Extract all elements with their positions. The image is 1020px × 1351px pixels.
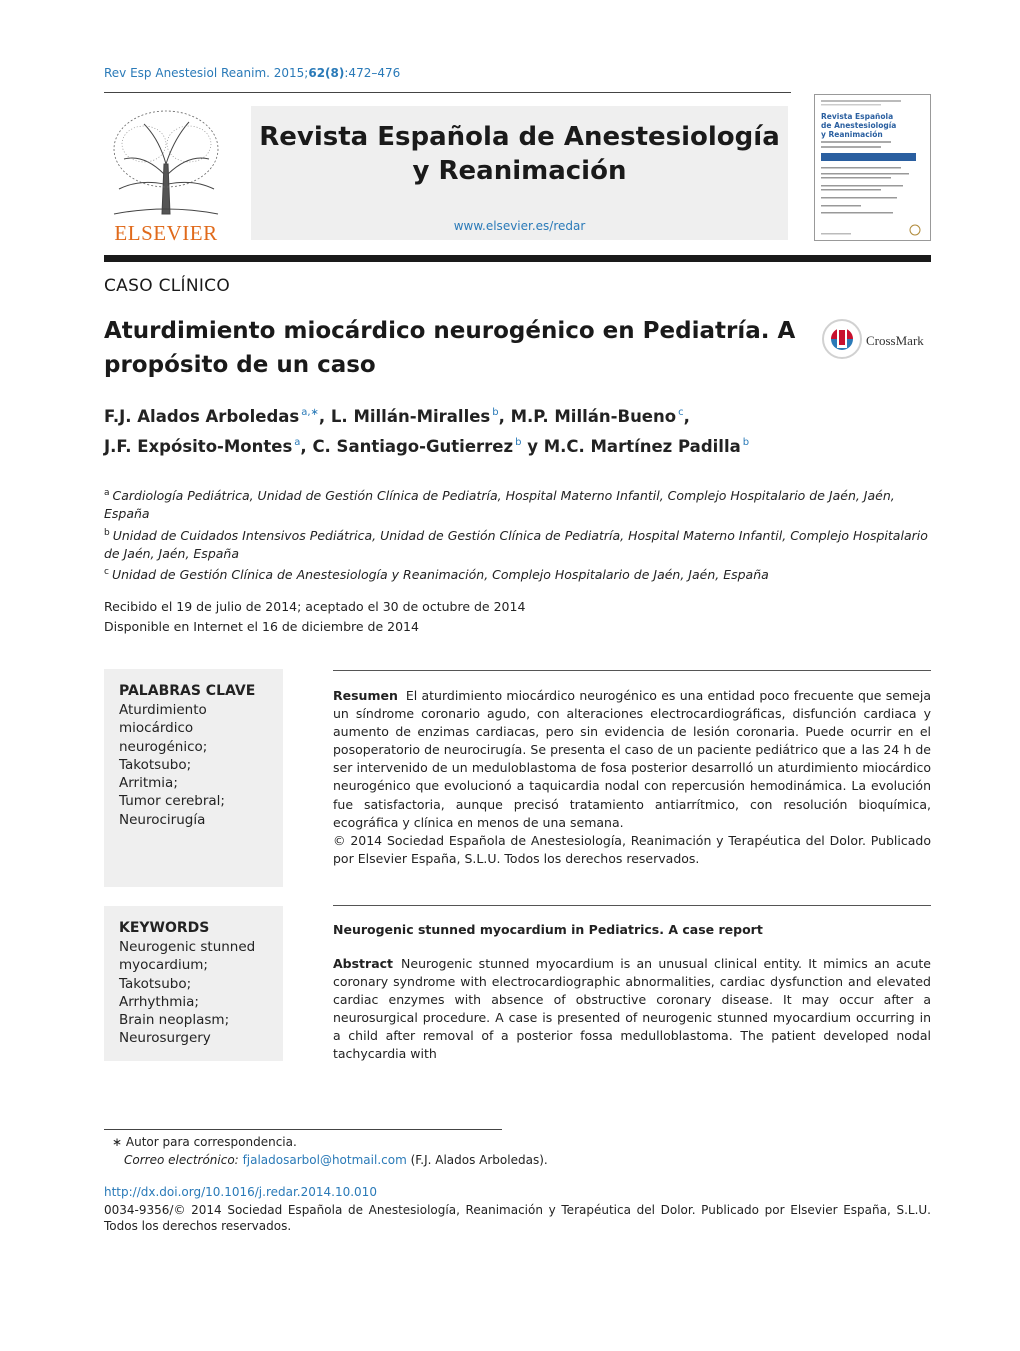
affiliation-text: Unidad de Gestión Clínica de Anestesiología y Reanimación, Complejo Hospitalario de Jaén, Jaén, España [111, 567, 769, 583]
journal-citation [104, 66, 400, 80]
email-line [104, 1151, 548, 1169]
journal-cover-thumbnail [814, 94, 931, 241]
affiliation-text: Cardiología Pediátrica, Unidad de Gestión Clínica de Pediatría, Hospital Materno Infantil, Complejo Hospitalario de Jaén, Jaén, España [104, 488, 895, 522]
affiliation-item [104, 484, 934, 524]
author-separator: y [521, 437, 544, 456]
abstract-es-label: Resumen [333, 688, 398, 703]
affiliation-item [104, 563, 934, 584]
authors-line-1 [104, 400, 914, 430]
keyword-item: myocardium; [119, 957, 208, 974]
citation-pages: :472–476 [344, 66, 401, 80]
abstract-en-body [333, 955, 931, 1064]
author-affiliation-mark[interactable]: c [678, 407, 684, 418]
keyword-item: Takotsubo; [119, 975, 192, 992]
journal-title [251, 120, 788, 188]
affiliation-mark: a [104, 488, 110, 498]
abstract-en [333, 955, 931, 1064]
keyword-item: Aturdimiento [119, 702, 207, 718]
authors-line-2 [104, 430, 914, 460]
author-affiliation-mark[interactable]: b [742, 437, 750, 448]
keyword-item: miocárdico [119, 720, 194, 737]
cover-title: Revista Española de Anestesiología y Reanimación [821, 112, 897, 139]
elsevier-logo [104, 104, 228, 244]
publisher-name: ELSEVIER [114, 221, 218, 244]
section-label: CASO CLÍNICO [104, 276, 231, 296]
keyword-item: Neurosurgery [119, 1030, 211, 1047]
author-affiliation-mark[interactable]: a,∗ [301, 407, 319, 418]
citation-volume: 62(8) [308, 66, 345, 80]
affiliation-item [104, 524, 934, 564]
footer-copyright: 0034-9356/© 2014 Sociedad Española de Anestesiología, Reanimación y Terapéutica del Dolor. Publicado por Elsevier España, S.L.U. Todos los derechos reservados. [104, 1203, 931, 1233]
author-separator: , [318, 407, 331, 426]
journal-title-line1: Revista Española de Anestesiología [259, 122, 780, 152]
author-name: J.F. Expósito-Montes [104, 437, 293, 456]
abstract-es [333, 687, 931, 868]
abstract-en-title: Neurogenic stunned myocardium in Pediatrics. A case report [333, 922, 763, 937]
author-name: F.J. Alados Arboledas [104, 407, 300, 426]
keywords-en-box [104, 906, 283, 1061]
journal-url-link[interactable]: www.elsevier.es/redar [453, 219, 586, 233]
author-list [104, 400, 914, 460]
keywords-en-heading: KEYWORDS [119, 920, 210, 936]
email-link[interactable]: fjaladosarbol@hotmail.com [242, 1153, 407, 1167]
citation-prefix: Rev Esp Anestesiol Reanim. 2015; [104, 66, 309, 80]
correspondence-line [104, 1133, 548, 1151]
affiliation-mark: b [104, 527, 110, 538]
article-title: Aturdimiento miocárdico neurogénico en Pediatría. A propósito de un caso [104, 318, 796, 378]
keyword-item: Neurogenic stunned [119, 939, 256, 955]
author-separator: , [498, 407, 511, 426]
author-affiliation-mark[interactable]: a [294, 437, 301, 448]
author-name: C. Santiago-Gutierrez [312, 437, 514, 456]
keyword-item: Arritmia; [119, 775, 178, 792]
received-date: Recibido el 19 de julio de 2014; aceptado el 30 de octubre de 2014 [104, 599, 526, 614]
affiliation-list [104, 484, 934, 584]
header-top-rule [104, 92, 791, 93]
author-affiliation-mark[interactable]: b [492, 407, 499, 418]
article-dates [104, 597, 525, 637]
keyword-item: neurogénico; [119, 738, 208, 755]
author-name: L. Millán-Miralles [330, 407, 491, 426]
abstract-es-body [333, 687, 931, 832]
elsevier-tree-icon [104, 104, 228, 244]
keywords-es-box [104, 669, 283, 887]
author-affiliation-mark[interactable]: b [515, 437, 522, 448]
keyword-item: Neurocirugía [119, 811, 206, 828]
author-separator: , [300, 437, 313, 456]
keyword-item: Tumor cerebral; [119, 793, 225, 810]
email-label: Correo electrónico: [124, 1153, 239, 1167]
abstract-es-copyright: © 2014 Sociedad Española de Anestesiología, Reanimación y Terapéutica del Dolor. Publicado por Elsevier España, S.L.U. Todos los derechos reservados. [333, 832, 931, 866]
doi-link[interactable]: http://dx.doi.org/10.1016/j.redar.2014.10.010 [104, 1185, 377, 1199]
footnote-rule [104, 1129, 502, 1130]
abstract-en-label: Abstract [333, 956, 394, 971]
keyword-item: Arrhythmia; [119, 993, 199, 1010]
crossmark-label: CrossMark [866, 333, 924, 348]
abstract-en-rule [333, 905, 931, 906]
correspondence-footnote [104, 1133, 548, 1169]
crossmark-badge[interactable] [822, 318, 934, 360]
email-owner: (F.J. Alados Arboledas). [410, 1153, 548, 1167]
author-separator: , [683, 407, 690, 426]
journal-title-line2: y Reanimación [412, 156, 627, 186]
correspondence-marker: ∗ [112, 1135, 123, 1149]
abstract-es-rule [333, 670, 931, 671]
header-thick-rule [104, 255, 931, 262]
abstract-en-text: Neurogenic stunned myocardium is an unusual clinical entity. It mimics an acute coronary syndrome with electrocardiographic abnormalities, cardiac dysfunction and elevated cardiac enzymes with absence of obstructive coronary disease. It may occur after a neurosurgical procedure. A case is presented of neurogenic stunned myocardium occurring in a child after removal of a posterior fossa medulloblastoma. The patient developed nodal tachycardia with [333, 956, 931, 1062]
affiliation-mark: c [104, 567, 109, 578]
available-date: Disponible en Internet el 16 de diciembre de 2014 [104, 619, 419, 634]
correspondence-label: Autor para correspondencia. [125, 1135, 297, 1149]
author-name: M.C. Martínez Padilla [543, 437, 741, 456]
abstract-es-text: El aturdimiento miocárdico neurogénico es una entidad poco frecuente que semeja un síndrome coronario agudo, con alteraciones electrocardiográficas, disfunción cardiaca y aumento de enzimas cardiacas, pero sin evidencia de lesión coronaria. Puede ocurrir en el posoperatorio de neurocirugía. Se presenta el caso de un paciente pediátrico que a las 24 h de ser intervenido de un meduloblastoma de fosa posterior desarrolló un aturdimiento miocárdico neurogénico que evolucionó a taquicardia nodal con repercusión hemodinámica. La evolución fue satisfactoria, aunque precisó tratamiento antiarrítmico, con resolución bioquímica, ecográfica y clínica en menos de una semana. [333, 688, 931, 830]
keywords-es-heading: PALABRAS CLAVE [119, 683, 256, 699]
keyword-item: Brain neoplasm; [119, 1012, 230, 1029]
author-name: M.P. Millán-Bueno [510, 407, 677, 426]
keyword-item: Takotsubo; [119, 756, 192, 773]
affiliation-text: Unidad de Cuidados Intensivos Pediátrica, Unidad de Gestión Clínica de Pediatría, Hospital Materno Infantil, Complejo Hospitalario de Jaén, Jaén, España [104, 527, 928, 561]
